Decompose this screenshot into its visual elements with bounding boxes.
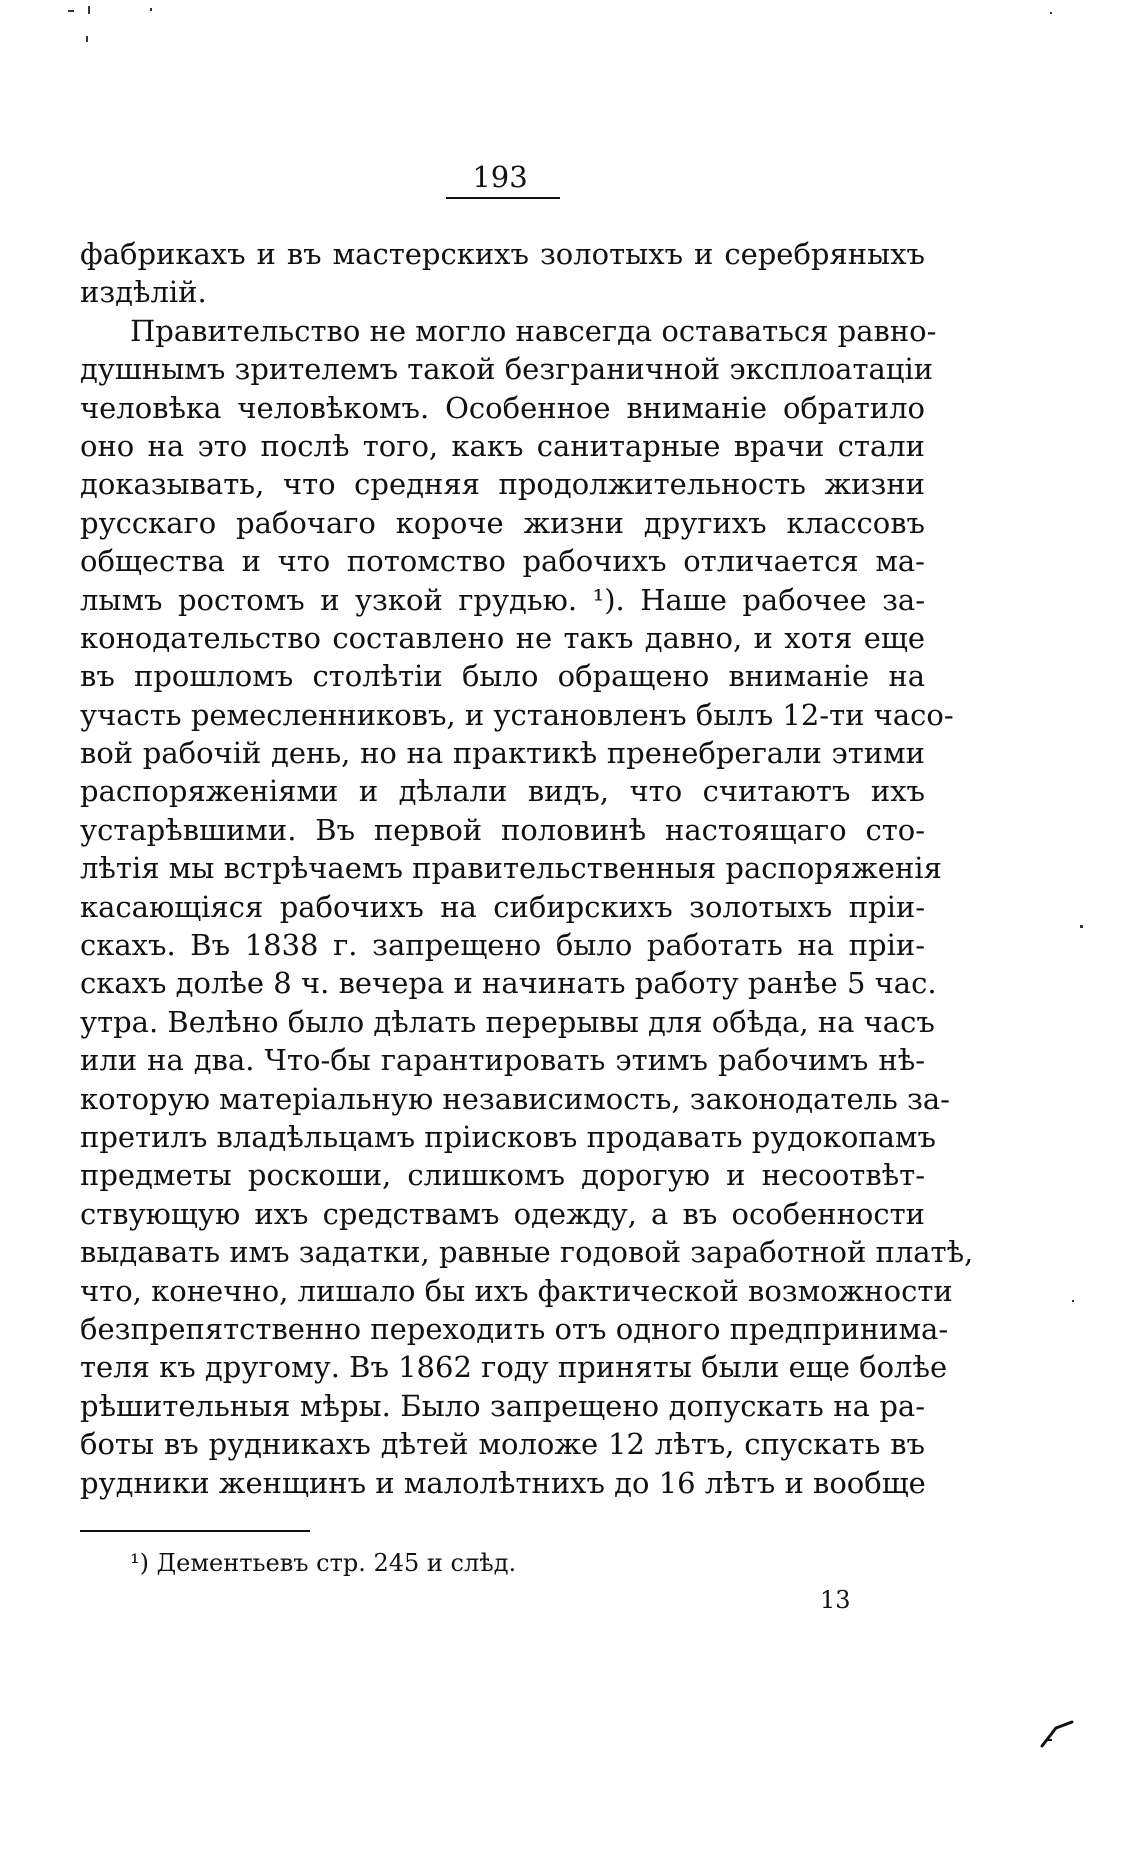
text-line: конодательство составлено не такъ давно, и хотя еще bbox=[80, 620, 925, 655]
scan-speck bbox=[1050, 12, 1052, 14]
header-rule bbox=[446, 197, 560, 199]
scan-speck bbox=[1080, 925, 1083, 928]
text-line: боты въ рудникахъ дѣтей моложе 12 лѣтъ, спускать въ bbox=[80, 1427, 925, 1462]
pencil-mark-icon bbox=[1040, 1720, 1074, 1748]
text-line: распоряженіями и дѣлали видъ, что считаютъ ихъ bbox=[80, 774, 925, 809]
text-line: въ прошломъ столѣтіи было обращено вниманіе на bbox=[80, 659, 925, 694]
text-line: издѣлій. bbox=[80, 275, 207, 310]
text-line: русскаго рабочаго короче жизни другихъ классовъ bbox=[80, 505, 925, 540]
text-line: касающіяся рабочихъ на сибирскихъ золотыхъ пріи- bbox=[80, 889, 925, 924]
text-line: лѣтія мы встрѣчаемъ правительственныя распоряженія bbox=[80, 851, 942, 886]
scan-speck bbox=[88, 6, 90, 14]
text-line: оно на это послѣ того, какъ санитарные врачи стали bbox=[80, 428, 925, 463]
scan-speck bbox=[86, 36, 88, 42]
text-line: лымъ ростомъ и узкой грудью. ¹). Наше рабочее за- bbox=[80, 582, 925, 617]
scan-speck bbox=[1072, 1300, 1074, 1302]
text-line: вой рабочій день, но на практикѣ пренебрегали этими bbox=[80, 736, 925, 771]
text-line: общества и что потомство рабочихъ отличается ма- bbox=[80, 544, 925, 579]
text-line: безпрепятственно переходить отъ одного предпринима- bbox=[80, 1311, 949, 1346]
text-line: устарѣвшими. Въ первой половинѣ настоящаго сто- bbox=[80, 812, 925, 847]
text-line: скахъ долѣе 8 ч. вечера и начинать работу ранѣе 5 час. bbox=[80, 966, 937, 1001]
text-line: человѣка человѣкомъ. Особенное вниманіе обратило bbox=[80, 390, 925, 425]
text-line: или на два. Что-бы гарантировать этимъ рабочимъ нѣ- bbox=[80, 1043, 925, 1078]
text-line: душнымъ зрителемъ такой безграничной эксплоатаціи bbox=[80, 352, 934, 387]
text-line: доказывать, что средняя продолжительность жизни bbox=[80, 467, 925, 502]
scan-speck bbox=[68, 10, 74, 12]
text-line: скахъ. Въ 1838 г. запрещено было работать на пріи- bbox=[80, 928, 925, 963]
page-number: 193 bbox=[472, 160, 528, 194]
text-line: теля къ другому. Въ 1862 году приняты были еще болѣе bbox=[80, 1350, 948, 1385]
text-line: предметы роскоши, слишкомъ дорогую и несоотвѣт- bbox=[80, 1158, 925, 1193]
footnote-rule bbox=[80, 1530, 310, 1532]
text-line: выдавать имъ задатки, равные годовой заработной платѣ, bbox=[80, 1235, 974, 1270]
text-line: что, конечно, лишало бы ихъ фактической возможности bbox=[80, 1273, 953, 1308]
text-line: утра. Велѣно было дѣлать перерывы для обѣда, на часъ bbox=[80, 1004, 935, 1039]
signature-mark: 13 bbox=[820, 1586, 851, 1614]
text-line: Правительство не могло навсегда оставаться равно- bbox=[130, 313, 937, 348]
scan-speck bbox=[150, 8, 152, 11]
text-line: ствующую ихъ средствамъ одежду, а въ особенности bbox=[80, 1196, 925, 1231]
text-line: рудники женщинъ и малолѣтнихъ до 16 лѣтъ и вообще bbox=[80, 1465, 926, 1500]
text-line: участь ремесленниковъ, и установленъ былъ 12-ти часо- bbox=[80, 697, 954, 732]
text-line: которую матеріальную независимость, законодатель за- bbox=[80, 1081, 950, 1116]
footnote: ¹) Дементьевъ стр. 245 и слѣд. bbox=[130, 1549, 517, 1577]
body-text bbox=[80, 235, 974, 1502]
text-line: рѣшительныя мѣры. Было запрещено допускать на ра- bbox=[80, 1388, 925, 1423]
text-line: претилъ владѣльцамъ пріисковъ продавать рудокопамъ bbox=[80, 1119, 936, 1154]
text-line: фабрикахъ и въ мастерскихъ золотыхъ и серебряныхъ bbox=[80, 237, 925, 271]
